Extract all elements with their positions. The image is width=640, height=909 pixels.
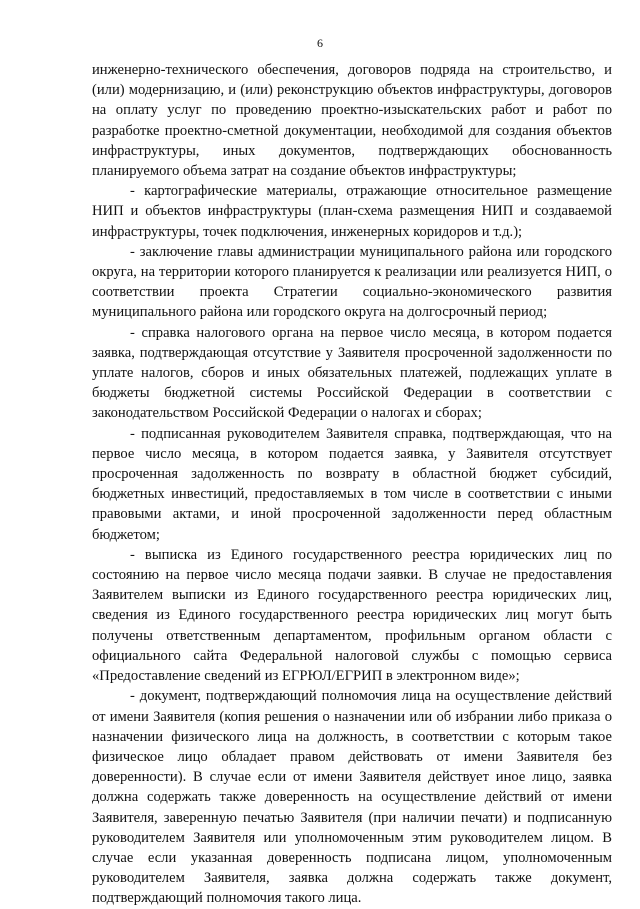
page-number: 6 [317,36,323,50]
paragraph-cartographic-materials: - картографические материалы, отражающие относительное размещение НИП и объектов инфраструктуры (план-схема размещения НИП и создаваемой инфраструктуры, точек подключения, инженерных коридоров и т.д.); [92,183,612,240]
paragraph-authority-document: - документ, подтверждающий полномочия лица на осуществление действий от имени Заявителя (копия решения о назначении или об избрании либо приказа о назначении физического лица на должность, в соответствии с которым такое физическое лицо обладает правом действовать от имени Заявителя без доверенности). В случае если от имени Заявителя действует иное лицо, заявка должна содержать также доверенность на осуществление действий от имени Заявителя, заверенную печатью Заявителя (при наличии печати) и подписанную руководителем Заявителя или уполномоченным этим руководителем лицом. В случае если указанная доверенность подписана лицом, уполномоченным руководителем Заявителя, заявка должна содержать также документ, подтверждающий полномочия такого лица. [92,688,612,907]
paragraph-head-conclusion: - заключение главы администрации муниципального района или городского округа, на территории которого планируется к реализации или реализуется НИП, о соответствии проекта Стратегии социально-экономического развития муниципального района или городского округа на долгосрочный период; [92,243,612,321]
paragraph-registry-extract: - выписка из Единого государственного реестра юридических лиц по состоянию на первое число месяца подачи заявки. В случае не предоставления Заявителем выписки из Единого государственного реестра юридических лиц, сведения из Единого государственного реестра юридических лиц могут быть получены ответственным департаментом, профильным органом области с официального сайта Федеральной налоговой службы с помощью сервиса «Предоставление сведений из ЕГРЮЛ/ЕГРИП в электронном виде»; [92,546,612,685]
paragraph-continuation: инженерно-технического обеспечения, договоров подряда на строительство, и (или) модернизацию, и (или) реконструкцию объектов инфраструктуры, договоров на оплату услуг по проведению проектно-изыскательских работ и работ по разработке проектно-сметной документации, необходимой для создания объектов инфраструктуры, иных документов, подтверждающих обоснованность планируемого объема затрат на создание объектов инфраструктуры; [92,62,612,180]
paragraph-debt-certificate: - подписанная руководителем Заявителя справка, подтверждающая, что на первое число месяца, в котором подается заявка, у Заявителя отсутствует просроченная задолженность по возврату в областной бюджет субсидий, бюджетных инвестиций, предоставляемых в том числе в соответствии с иными правовыми актами, и иной просроченной задолженности перед областным бюджетом; [92,425,612,543]
document-body [92,60,612,909]
paragraph-tax-certificate: - справка налогового органа на первое число месяца, в котором подается заявка, подтверждающая отсутствие у Заявителя просроченной задолженности по уплате налогов, сборов и иных обязательных платежей, подлежащих уплате в бюджеты бюджетной системы Российской Федерации в соответствии с законодательством Российской Федерации о налогах и сборах; [92,324,612,422]
